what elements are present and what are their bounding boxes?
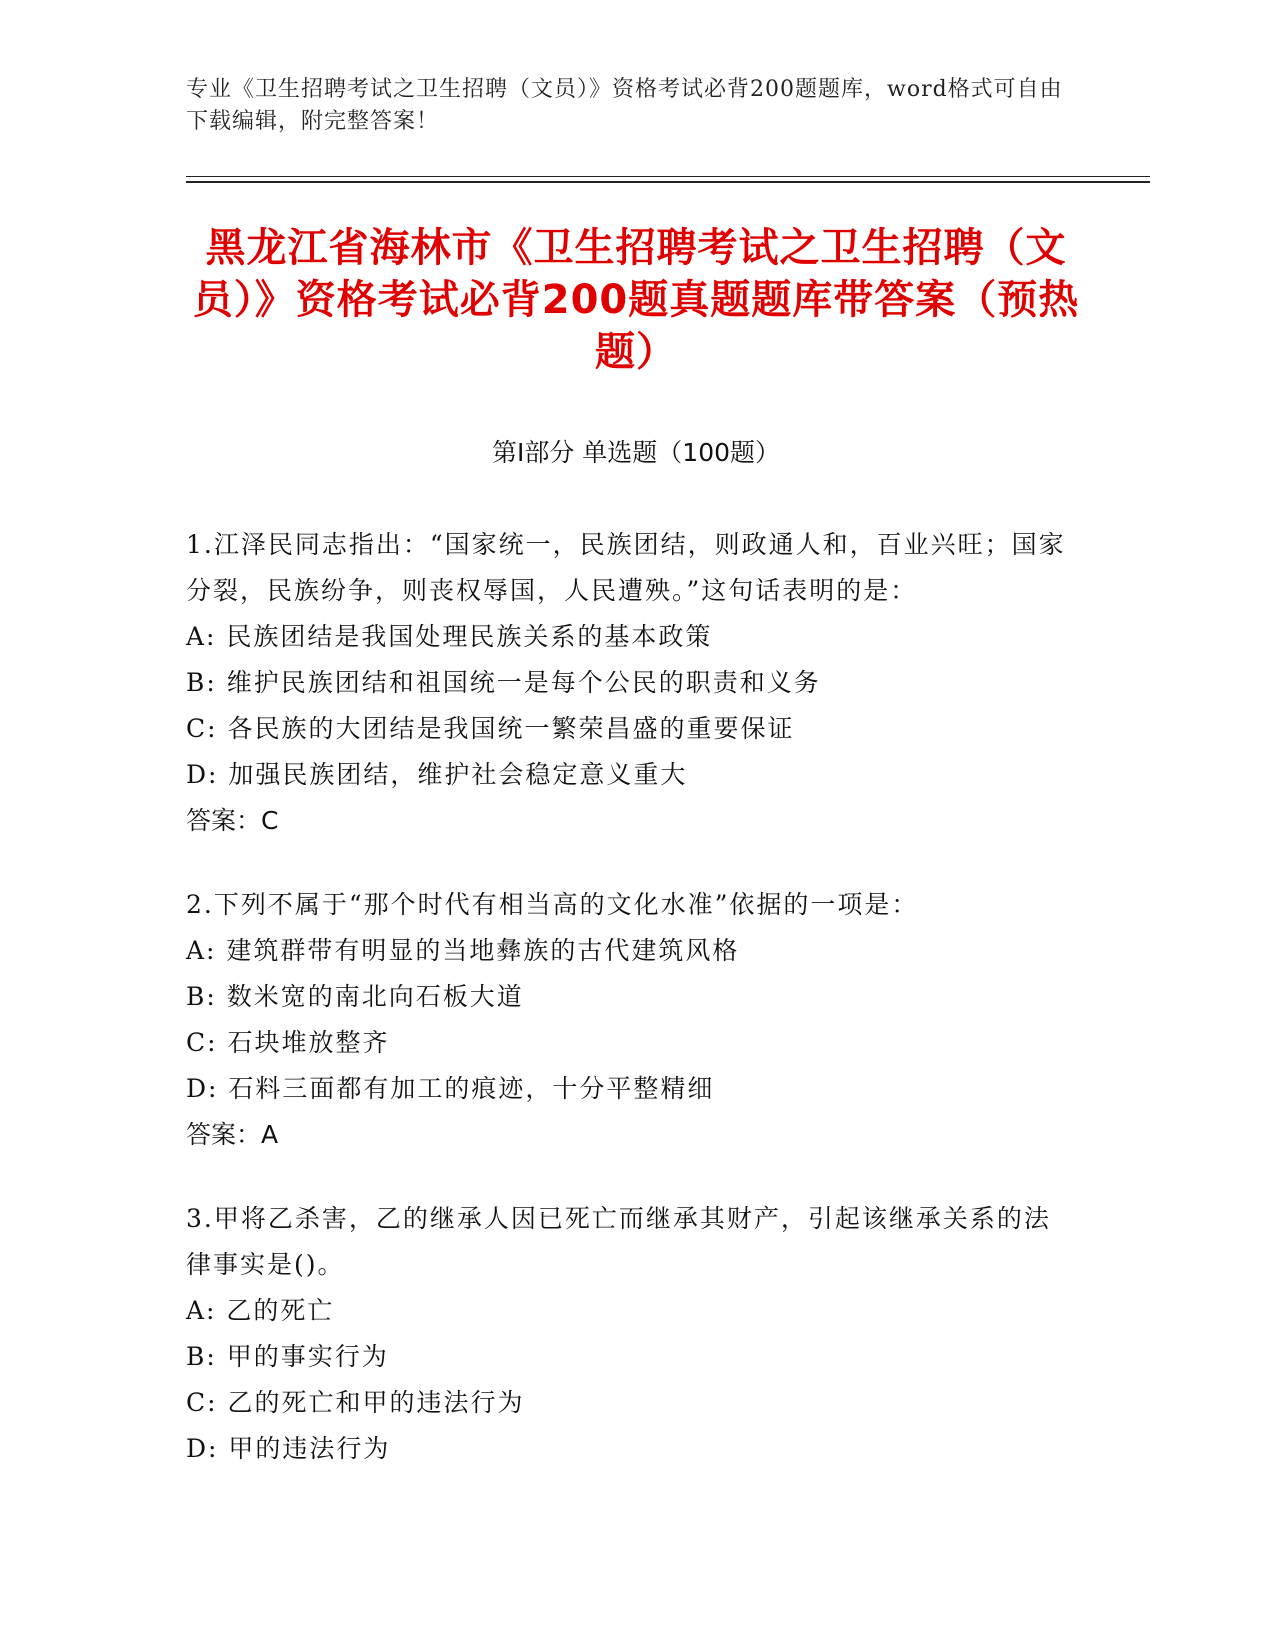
header-divider-thick — [186, 181, 1150, 183]
document-title: 黑龙江省海林市《卫生招聘考试之卫生招聘（文员）》资格考试必背200题真题题库带答案（预热题） — [192, 225, 1080, 375]
question-option: D: 甲的违法行为 — [186, 1434, 391, 1463]
question-option: C: 石块堆放整齐 — [186, 1028, 390, 1057]
header-divider-thin — [186, 176, 1150, 177]
question-stem: 1.江泽民同志指出：“国家统一，民族团结，则政通人和，百业兴旺；国家分裂，民族纷争，则丧权辱国，人民遭殃。”这句话表明的是： — [186, 530, 1066, 605]
question-option: C: 各民族的大团结是我国统一繁荣昌盛的重要保证 — [186, 714, 795, 743]
header-note: 专业《卫生招聘考试之卫生招聘（文员）》资格考试必背200题题库，word格式可自由下载编辑，附完整答案！ — [186, 77, 1063, 134]
question-item — [186, 522, 1066, 844]
question-option: D: 石料三面都有加工的痕迹，十分平整精细 — [186, 1074, 715, 1103]
question-option: B: 甲的事实行为 — [186, 1342, 389, 1371]
question-option: A: 民族团结是我国处理民族关系的基本政策 — [186, 622, 713, 651]
question-answer: 答案：A — [186, 1120, 279, 1149]
question-option: D: 加强民族团结，维护社会稳定意义重大 — [186, 760, 688, 789]
section-heading: 第I部分 单选题（100题） — [491, 438, 781, 467]
question-answer: 答案：C — [186, 806, 279, 835]
question-option: B: 维护民族团结和祖国统一是每个公民的职责和义务 — [186, 668, 821, 697]
question-option: A: 乙的死亡 — [186, 1296, 335, 1325]
question-option: A: 建筑群带有明显的当地彝族的古代建筑风格 — [186, 936, 740, 965]
question-item — [186, 1196, 1066, 1472]
question-option: B: 数米宽的南北向石板大道 — [186, 982, 524, 1011]
question-list — [186, 522, 1066, 1510]
question-item — [186, 882, 1066, 1158]
question-stem: 2.下列不属于“那个时代有相当高的文化水准”依据的一项是： — [186, 890, 919, 919]
question-stem: 3.甲将乙杀害，乙的继承人因已死亡而继承其财产，引起该继承关系的法律事实是()。 — [186, 1204, 1051, 1279]
question-option: C: 乙的死亡和甲的违法行为 — [186, 1388, 525, 1417]
